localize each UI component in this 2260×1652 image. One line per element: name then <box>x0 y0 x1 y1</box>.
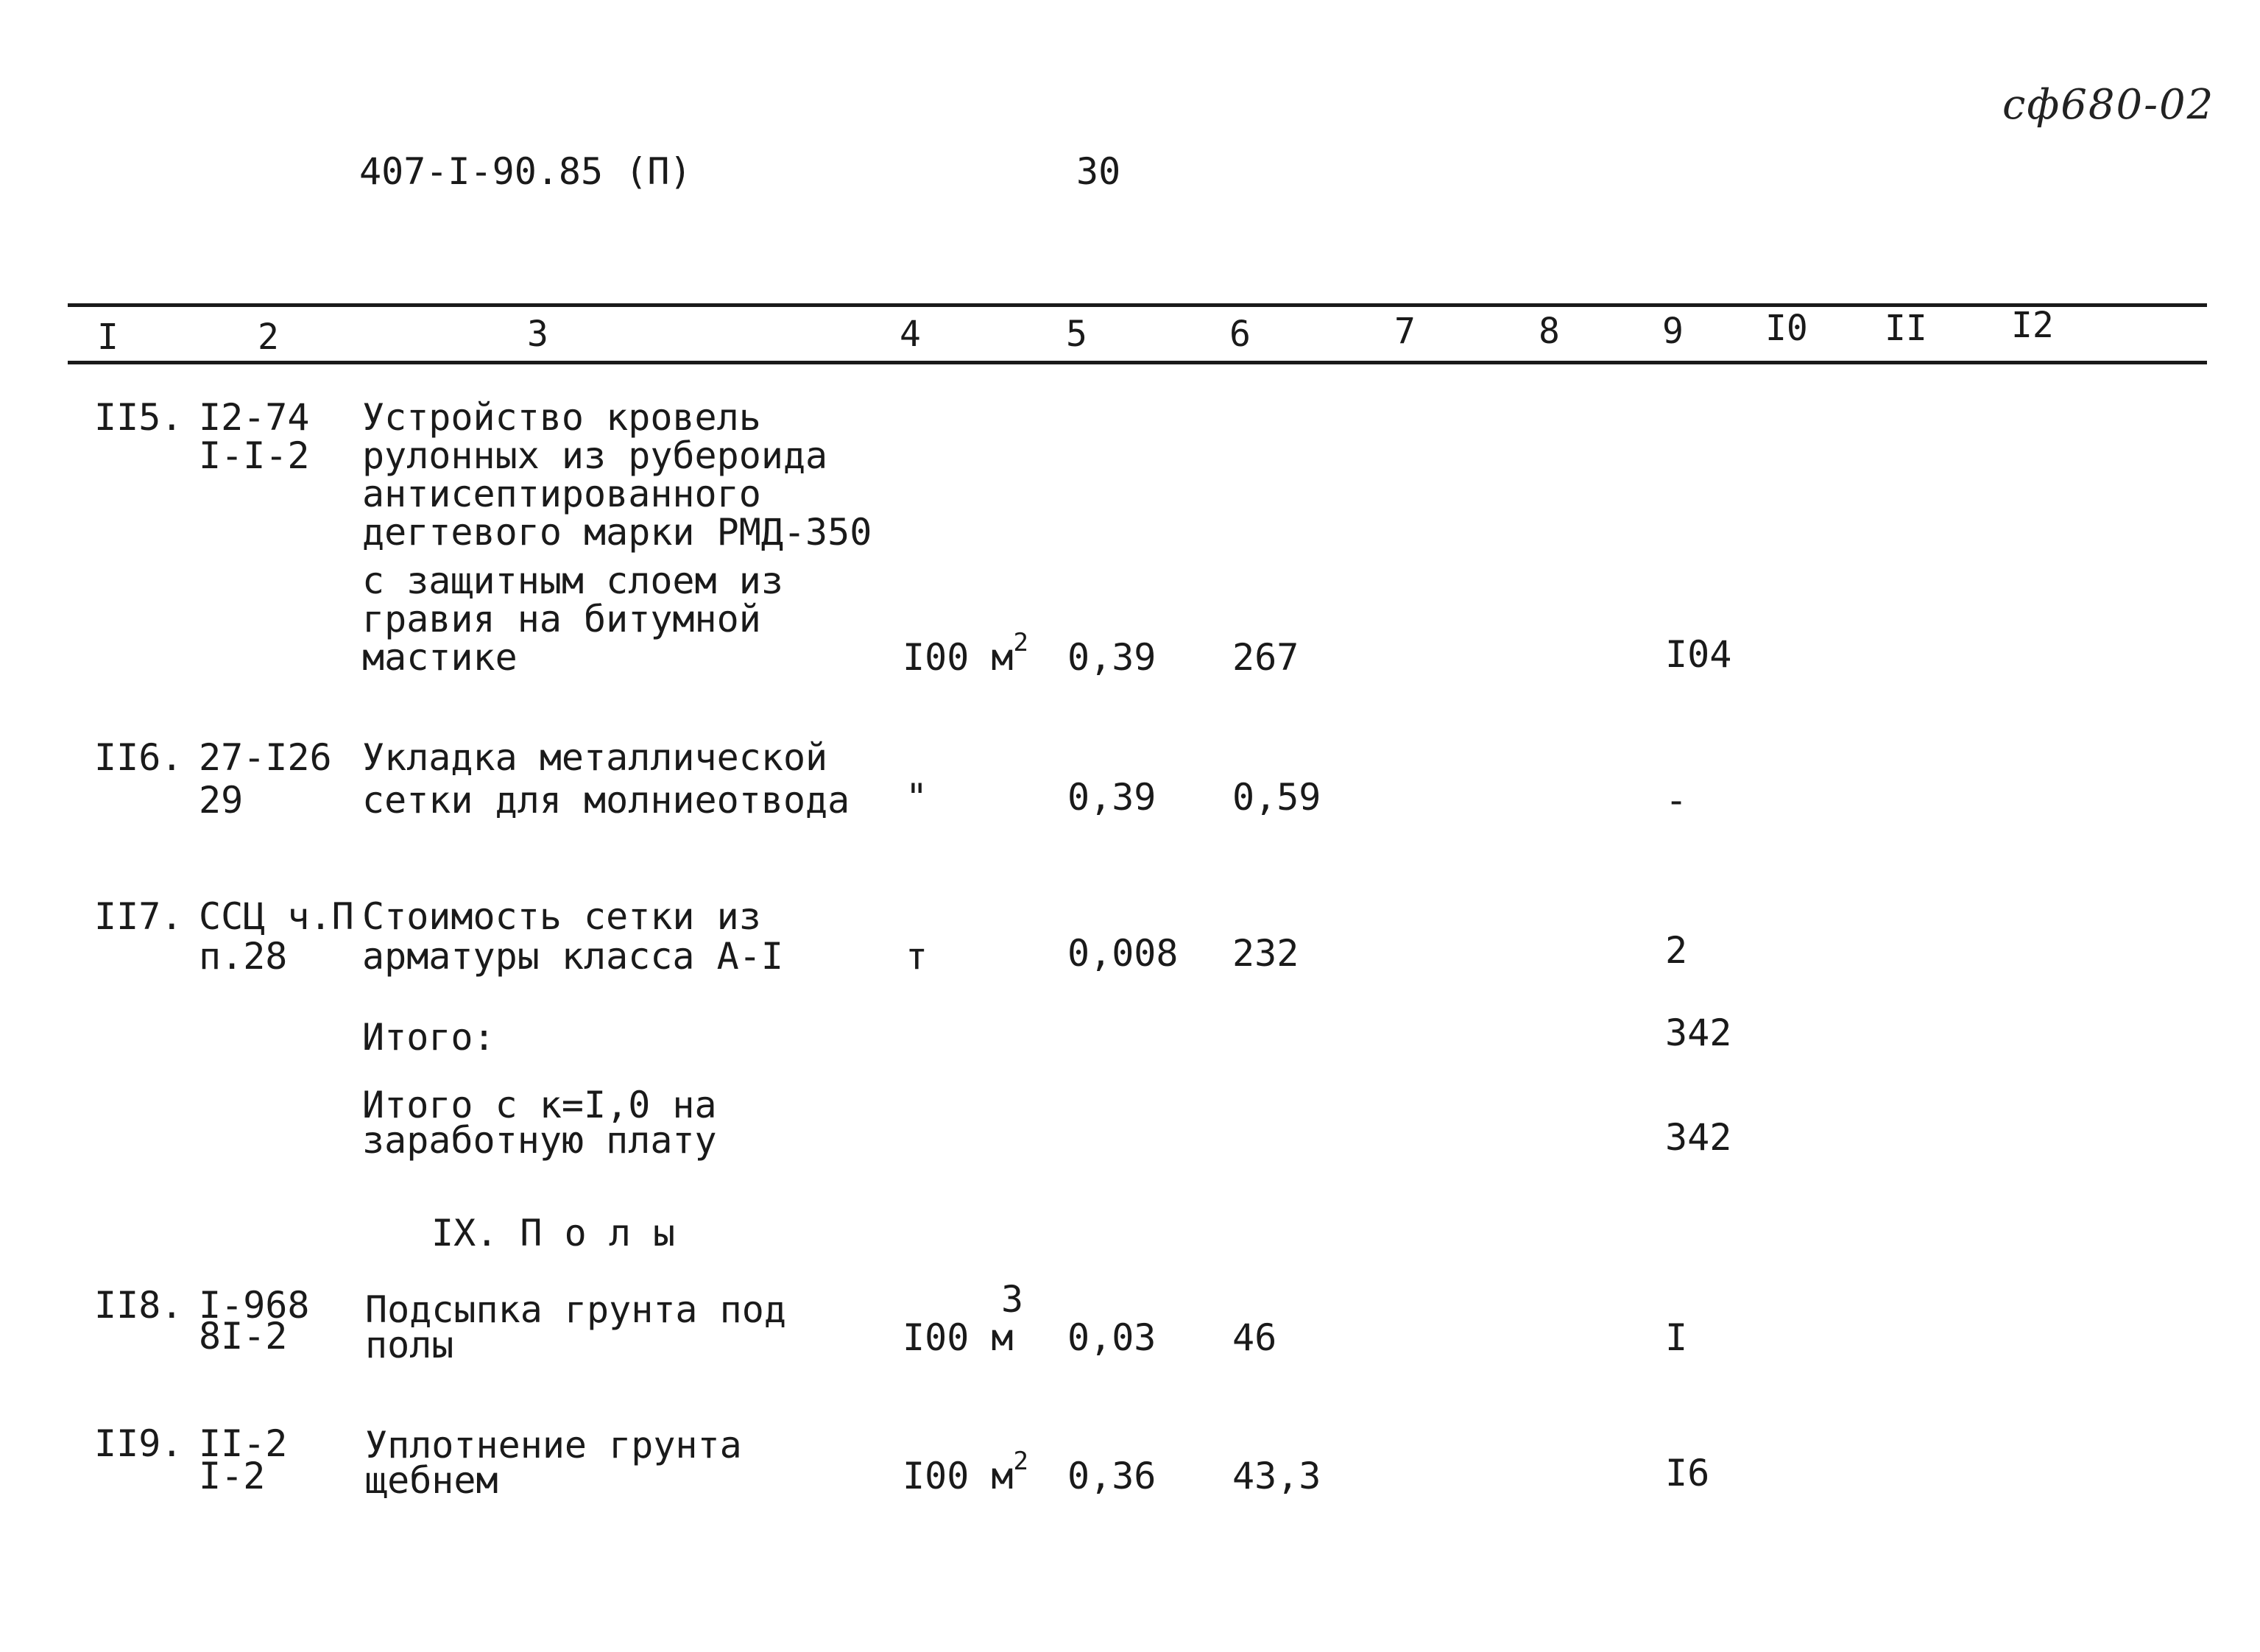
row-unit-text: I00 м <box>903 1316 1014 1359</box>
row-unit <box>903 1447 1028 1500</box>
row-quantity: 0,008 <box>1067 932 1179 975</box>
row-unit-exponent: 2 <box>1013 1447 1028 1476</box>
row-total: - <box>1665 779 1688 822</box>
row-total: I6 <box>1665 1452 1710 1494</box>
subtotal-value: 342 <box>1665 1012 1732 1054</box>
row-unit-exponent: 3 <box>1001 1278 1024 1321</box>
column-header: 9 <box>1662 311 1684 352</box>
row-code: I-I-2 <box>199 434 310 477</box>
row-description: полы <box>365 1324 454 1366</box>
row-code: 27-I26 <box>199 736 332 779</box>
row-unit: т <box>905 935 928 978</box>
row-quantity: 0,39 <box>1067 636 1157 679</box>
row-total: I04 <box>1665 633 1732 676</box>
column-header: I0 <box>1765 308 1808 349</box>
row-description: Укладка металлической <box>362 736 828 779</box>
row-price: 267 <box>1232 636 1299 679</box>
document-code: 407-I-90.85 (П) <box>359 150 692 193</box>
row-code: II-2 <box>199 1422 288 1465</box>
row-description: Подсыпка грунта под <box>365 1288 786 1331</box>
row-description: арматуры класса А-I <box>362 935 783 978</box>
row-quantity: 0,36 <box>1067 1455 1157 1497</box>
section-heading: IX. П о л ы <box>431 1212 676 1254</box>
table-header-bottom-rule <box>68 361 2207 364</box>
row-description: дегтевого марки РМД-350 <box>362 511 872 554</box>
column-header: I <box>97 317 119 358</box>
row-code: 29 <box>199 779 244 822</box>
row-description: Стоимость сетки из <box>362 895 761 938</box>
column-header: 2 <box>258 317 279 358</box>
row-code: I-968 <box>199 1284 310 1327</box>
total-coefficient-label: заработную плату <box>362 1119 717 1162</box>
row-unit-exponent: 2 <box>1013 628 1028 657</box>
row-description: Уплотнение грунта <box>365 1424 742 1466</box>
row-code: 8I-2 <box>199 1315 288 1358</box>
total-coefficient-label: Итого с к=I,0 на <box>362 1084 717 1126</box>
row-number: II7. <box>94 895 183 938</box>
row-description: сетки для молниеотвода <box>362 779 850 822</box>
column-header: 4 <box>900 314 921 355</box>
row-description: рулонных из рубероида <box>362 434 828 477</box>
page-number: 30 <box>1076 150 1121 193</box>
total-coefficient-value: 342 <box>1665 1116 1732 1159</box>
row-code: I-2 <box>199 1455 266 1497</box>
row-price: 0,59 <box>1232 776 1321 819</box>
column-header: I2 <box>2011 305 2054 346</box>
row-number: II9. <box>94 1422 183 1465</box>
column-header: 7 <box>1394 311 1416 352</box>
row-price: 232 <box>1232 932 1299 975</box>
subtotal-label: Итого: <box>362 1016 495 1059</box>
row-total: I <box>1665 1316 1688 1359</box>
row-unit <box>903 1318 1014 1358</box>
row-description: с защитным слоем из <box>362 560 783 602</box>
row-description: мастике <box>362 636 518 679</box>
row-price: 46 <box>1232 1316 1277 1359</box>
row-description: Устройство кровель <box>362 396 761 439</box>
column-header: II <box>1885 308 1927 349</box>
row-number: II6. <box>94 736 183 779</box>
document-stamp: сф680-02 <box>2002 81 2215 129</box>
row-description: щебнем <box>365 1459 498 1502</box>
row-description: гравия на битумной <box>362 598 761 640</box>
row-code: ССЦ ч.П <box>199 895 354 938</box>
row-price: 43,3 <box>1232 1455 1321 1497</box>
table-top-rule <box>68 303 2207 307</box>
row-number: II8. <box>94 1284 183 1327</box>
row-unit <box>903 628 1028 682</box>
row-number: II5. <box>94 396 183 439</box>
row-quantity: 0,03 <box>1067 1316 1157 1359</box>
column-header: 3 <box>527 314 548 355</box>
column-header: 8 <box>1539 311 1560 352</box>
column-header: 6 <box>1229 314 1251 355</box>
row-code: I2-74 <box>199 396 310 439</box>
row-code: п.28 <box>199 935 288 978</box>
row-unit-text: I00 м <box>903 1455 1014 1497</box>
row-unit: " <box>905 776 928 819</box>
column-header: 5 <box>1066 314 1087 355</box>
row-quantity: 0,39 <box>1067 776 1157 819</box>
row-total: 2 <box>1665 929 1688 972</box>
row-unit-text: I00 м <box>903 636 1014 679</box>
row-description: антисептированного <box>362 473 761 515</box>
